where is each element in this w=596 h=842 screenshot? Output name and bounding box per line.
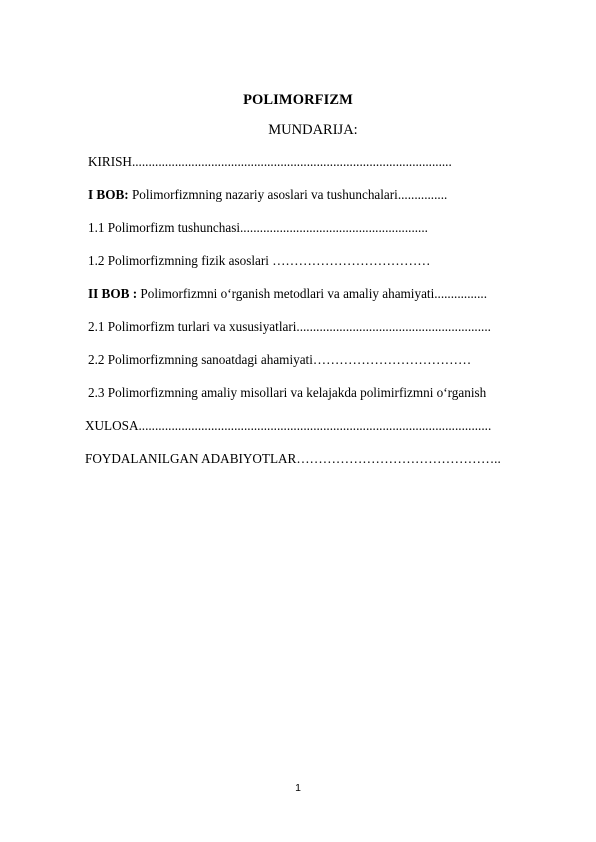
toc-entry-chapter-1 — [88, 187, 447, 203]
toc-entry-text: 1.2 Polimorfizmning fizik asoslari ……………………………… — [88, 253, 431, 268]
toc-entry-text: KIRISH................................................................................................. — [88, 154, 452, 169]
toc-entry-bold: II BOB : — [88, 286, 138, 301]
toc-entry-xulosa — [85, 418, 491, 434]
toc-entry-text: Polimorfizmni o‘rganish metodlari va amaliy ahamiyati................ — [137, 286, 487, 301]
toc-entry-1-2 — [88, 253, 430, 269]
toc-entry-text: XULOSA........................................................................................................... — [85, 418, 492, 433]
toc-entry-1-1 — [88, 220, 428, 236]
toc-heading: MUNDARIJA: — [268, 122, 358, 138]
page-number: 1 — [295, 782, 301, 794]
toc-entry-text: 2.2 Polimorfizmning sanoatdagi ahamiyati……………………………… — [88, 352, 472, 367]
toc-entry-text: FOYDALANILGAN ADABIYOTLAR……………………………………….. — [85, 451, 501, 466]
toc-entry-text: 2.3 Polimorfizmning amaliy misollari va kelajakda polimirfizmni o‘rganish — [88, 385, 487, 400]
toc-entry-kirish — [88, 154, 452, 170]
toc-entry-2-1 — [88, 319, 491, 335]
toc-entry-2-2 — [88, 352, 471, 368]
toc-entry-text: Polimorfizmning nazariy asoslari va tushunchalari............... — [128, 187, 448, 202]
toc-entry-2-3 — [88, 385, 486, 401]
toc-entry-references — [85, 451, 501, 467]
toc-entry-bold: I BOB: — [88, 187, 129, 202]
toc-entry-chapter-2 — [88, 286, 487, 302]
toc-entry-text: 2.1 Polimorfizm turlari va xususiyatlari........................................................... — [88, 319, 491, 334]
toc-entry-text: 1.1 Polimorfizm tushunchasi......................................................... — [88, 220, 428, 235]
document-title: POLIMORFIZM — [243, 92, 353, 108]
